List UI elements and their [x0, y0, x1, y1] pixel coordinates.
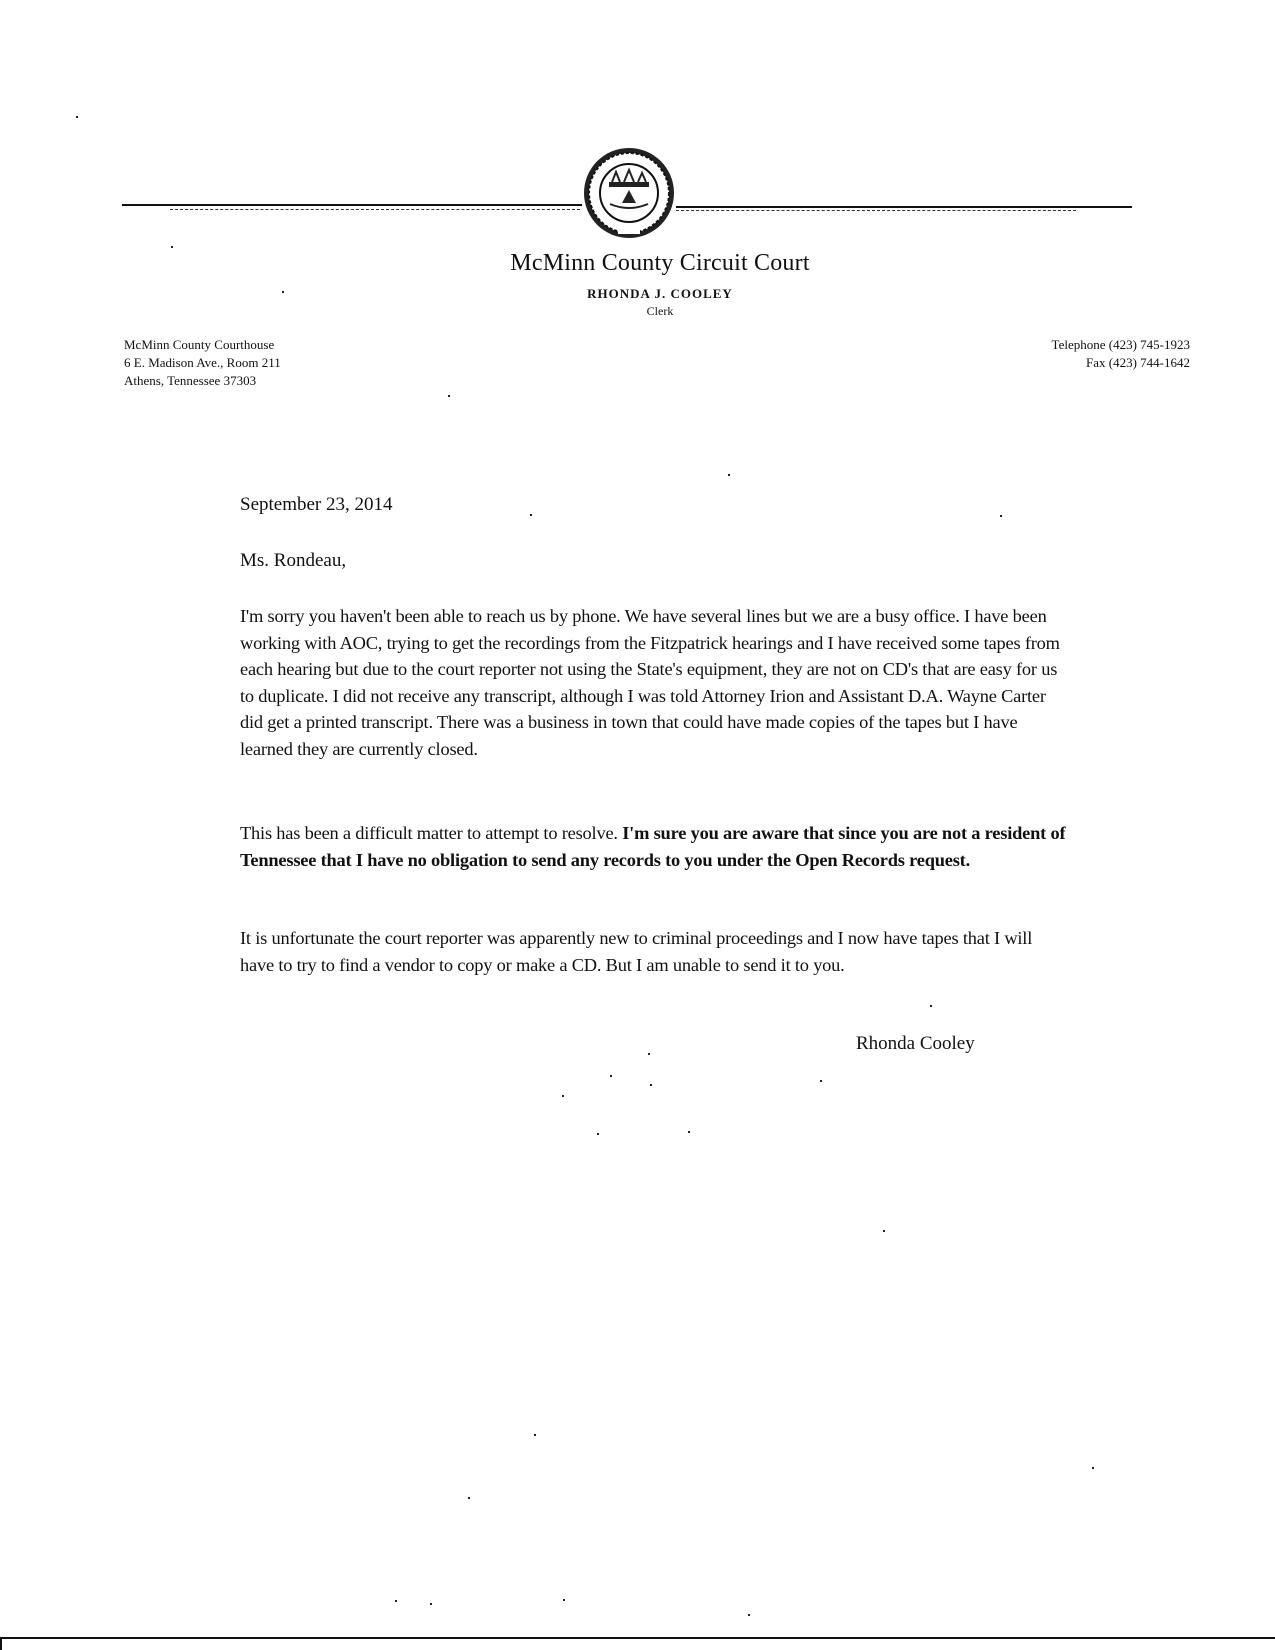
scan-speck [530, 514, 532, 516]
contact-info [1052, 336, 1190, 372]
courthouse-address [124, 336, 281, 390]
letterhead-rule-left [122, 204, 582, 206]
scan-speck [563, 1599, 565, 1601]
paragraph-3: It is unfortunate the court reporter was apparently new to criminal proceedings and I now have tapes that I will have to try to find a vendor to copy or make a CD. But I am unable to send it to you. [240, 928, 1033, 975]
telephone-number: Telephone (423) 745-1923 [1051, 337, 1190, 352]
signature-name: Rhonda Cooley [856, 1033, 975, 1054]
scan-speck [171, 246, 173, 248]
scan-speck [930, 1005, 932, 1007]
page-bottom-edge [0, 1637, 1275, 1639]
scan-speck [468, 1497, 470, 1499]
paragraph-1: I'm sorry you haven't been able to reach us by phone. We have several lines but we are a busy office. I have been working with AOC, trying to get the recordings from the Fitzpatrick hearings and I have received some tapes from each hearing but due to the court reporter not using the State's equipment, they are not on CD's that are easy for us to duplicate. I did not receive any transcript, although I was told Attorney Irion and Assistant D.A. Wayne Carter did get a printed transcript. There was a business in town that could have made copies of the tapes but I have learned they are currently closed. [240, 606, 1060, 759]
scan-speck [650, 1084, 652, 1086]
scan-speck [597, 1133, 599, 1135]
scan-speck [688, 1131, 690, 1133]
letter-date: September 23, 2014 [240, 494, 393, 515]
paragraph-2-bold: I'm sure you are aware that since you are not a resident of Tennessee that I have no obligation to send any records to you under the Open Records request. [240, 823, 1066, 870]
salutation: Ms. Rondeau, [240, 550, 347, 571]
address-line-2: 6 E. Madison Ave., Room 211 [124, 355, 281, 370]
scan-speck [562, 1095, 564, 1097]
letterhead-rule-left-secondary [170, 209, 580, 210]
letterhead-rule-right-secondary [676, 210, 1076, 211]
fax-number: Fax (423) 744-1642 [1086, 355, 1190, 370]
letterhead-rule-right [676, 206, 1132, 208]
address-line-3: Athens, Tennessee 37303 [124, 373, 257, 388]
county-seal-icon [582, 146, 676, 240]
scan-speck [430, 1603, 432, 1605]
paragraph-2-plain: This has been a difficult matter to attempt to resolve. [240, 823, 623, 843]
scan-speck [1000, 515, 1002, 517]
scan-speck [282, 291, 284, 293]
scan-speck [728, 474, 730, 476]
paragraph-2 [240, 820, 1070, 873]
scan-speck [883, 1230, 885, 1232]
clerk-name: RHONDA J. COOLEY [587, 286, 733, 301]
scan-speck [534, 1434, 536, 1436]
scan-speck [610, 1075, 612, 1077]
scan-speck [76, 116, 78, 118]
scan-speck [1092, 1467, 1094, 1469]
address-line-1: McMinn County Courthouse [124, 337, 275, 352]
scan-speck [395, 1600, 397, 1602]
page-corner-edge [0, 1637, 2, 1650]
scan-speck [648, 1053, 650, 1055]
scan-speck [448, 395, 450, 397]
clerk-title: Clerk [646, 304, 674, 318]
scan-speck [820, 1080, 822, 1082]
scan-speck [748, 1614, 750, 1616]
court-name: McMinn County Circuit Court [510, 250, 810, 276]
